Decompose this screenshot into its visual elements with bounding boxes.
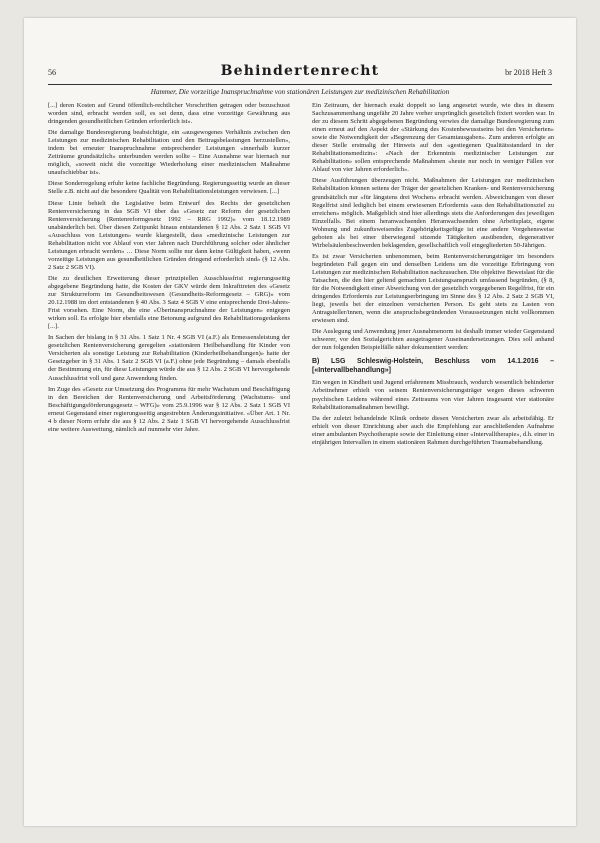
paragraph: Die zu deutlichen Erweiterung dieser prinzipiellen Ausschlussfrist regierungsseitig abgegebene Begründung hatte, die Kosten der GKV würde dem Inkrafttreten des «Gesetz zur Strukturreform im Gesundheitswesen (Gesundheits-Reformgesetz – GRG)» vom 20.12.1988 im dort entstandenen § 40 Abs. 3 Satz 4 SGB V eine entsprechende Drei-Jahres-Frist vorsehen. Eine Norm, die eine «Überinanspruchnahme der Leistungen» entgegen wirken soll. Es erfolgte hier ebenfalls eine Betonung aufgrund des Rehabilitationsgedankens [...]. bbox=[48, 274, 290, 331]
paragraph: Es ist zwar Versicherten unbenommen, beim Rentenversicherungsträger im besonders begründeten Fall gegen ein und denselben Leidens um die vorzeitige Erbringung von Leistungen zur medizinischen Rehabilitation nachzusuchen. Die objektive Beweislast für die Tatsachen, die den hier geltend gemachten Leistungsanspruch umfassend begründen, (§ 8, für die Notwendigkeit einer Abweichung von der gesetzlich vorgegebenen Regelfrist, für ein dringendes Erfordernis zur Leistungserbringung im Sinne des § 12 Abs. 2 Satz 2 SGB VI, liegt, jeweils bei der einzelnen versicherten Person. Es geht stets zu Lasten von Antragsteller/innen, wenn die anspruchsbegründenden Voraussetzungen nicht vollkommen erwiesen sind. bbox=[312, 252, 554, 325]
section-heading: B) LSG Schleswig-Holstein, Beschluss vom 14.1.2016 – [«Intervallbehandlung»] bbox=[312, 358, 554, 374]
paragraph: Die Auslegung und Anwendung jener Ausnahmenorm ist deshalb immer wieder Gegenstand schwerer, vor den Sozialgerichten ausgetragener Auseinandersetzungen. Dies soll anhand der nun folgenden Beispielfälle näher dokumentiert werden: bbox=[312, 328, 554, 352]
page-number: 56 bbox=[48, 68, 56, 77]
article-title: Hammer, Die vorzeitige Inanspruchnahme von stationären Leistungen zur medizinischen Rehabilitation bbox=[150, 88, 450, 96]
paragraph: Ein Zeitraum, der hiernach exakt doppelt so lang angesetzt wurde, wie dies in diesem Sachzusammenhang ungefähr 20 Jahre vorher ursprünglich gesetzlich fixiert worden war. In der zu diesem Schritt abgegebenen Begründung verwies die damalige Bundesregierung zum einen erneut auf den Aspekt der «Stärkung des Kostenbewusstseins bei den Versicherten» sowie die Notwendigkeit der «Begrenzung der Gesamtausgaben». Zum anderen erfolgte an dieser Stelle erstmalig der Hinweis auf den «gestiegenen Qualitätsstandard in der Rehabilitationsmedizin»: «Nach der Erkenntnis medizinischer Leistungen zur Rehabilitation» sollen entsprechende Maßnahmen «heute nur noch in weniger Fällen vor Ablauf von vier Jahren erforderlich». bbox=[312, 102, 554, 174]
issue-label: br 2018 Heft 3 bbox=[505, 68, 552, 77]
paragraph: Ein wegen in Kindheit und Jugend erfahrenem Missbrauch, wodurch wesentlich behinderter Arbeitnehmer erhielt von seinem Rentenversicherungsträger wegen dieses schweren psychischen Leidens während eines Zeitraums von vier Jahren insgesamt vier stationäre Rehabilitationsmaßnahmen bewilligt. bbox=[312, 379, 554, 411]
paragraph: Diese Linie behielt die Legislative beim Entwurf des Rechts der gesetzlichen Rentenversicherung in das SGB VI über das «Gesetz zur Reform der gesetzlichen Rentenversicherung (Rentenreformgesetz 1992 – RRG 1992)» vom 18.12.1989 unabänderlich bei. Über diesen Zeitpunkt hinaus entstandenen § 12 Abs. 2 Satz 1 SGB VI «Ausschluss von Leistungen» wurde klargestellt, dass «medizinische Leistungen zur Rehabilitation nicht vor Ablauf von vier Jahren nach Durchführung solcher oder ähnlicher Leistungen erbracht werden» … Diese Norm sollte nur dann keine Gültigkeit haben, «wenn vorzeitige Leistungen aus gesundheitlichen Gründen dringend erforderlich sind» (§ 12 Abs. 2 Satz 2 SGB VI). bbox=[48, 199, 290, 271]
paragraph: Da der zuletzt behandelnde Klinik ordnete diesen Versicherten zwar als arbeitsfähig. Er erhielt von dieser Einrichtung aber auch die Empfehlung zur anschließenden Aufnahme einer ambulanten Psychotherapie sowie der Einleitung einer «Intervalltherapie», d.h. einer in einjährigen Intervallen in einem stationären Rahmen durchgeführten Traumabehandlung. bbox=[312, 414, 554, 446]
left-column bbox=[48, 102, 290, 437]
right-column bbox=[312, 102, 554, 450]
paragraph: Diese Ausführungen überzeugen nicht. Maßnahmen der Leistungen zur medizinischen Rehabilitation können seitens der Träger der gesetzlichen Kranken- und Rentenversicherung grundsätzlich nur «für längstens drei Wochen» erbracht werden. Abweichungen von dieser Regelfrist sind lediglich bei einem erwiesenen Erfordernis «aus den Rehabilitationsziel zu erreichen» möglich. Maßgeblich sind hier allerdings stets die Anforderungen des jeweiligen Einzelfalls. Bei einem heranwachsenden Heranwachsenden ohne Arbeitsplatz, eigene Wohnung und zukunftsweisendes Zugehörigkeitsgefüge ist eine andere Vorgehensweise geboten als bei einer überwiegend sitzende Tätigkeiten ausübenden, degenerativer Wirbelsäulenbeschwerden beklagenden, gesellschaftlich voll eingegliederten 50-Jährigen. bbox=[312, 177, 554, 249]
paragraph: In Sachen der bislang in § 31 Abs. 1 Satz 1 Nr. 4 SGB VI (a.F.) als Ermessensleistung der gesetzlichen Rentenversicherung geregelten «stationären Heilbehandlung für Kinder von Versicherten als sonstige Leistung zur Rehabilitation (Kinderheilbehandlungen)» hatte der Gesetzgeber in § 31 Abs. 1 Satz 2 SGB VI (a.F.) ohne jede Begründung – damals ebenfalls der Bestimmung ein, für diese Leistungen würde die aus § 12 Abs. 2 SGB VI hervorgehende Ausschlussfrist voll und ganz Anwendung finden. bbox=[48, 334, 290, 382]
document-page bbox=[24, 18, 576, 826]
running-header bbox=[48, 63, 552, 85]
paragraph: Im Zuge des «Gesetz zur Umsetzung des Programms für mehr Wachstum und Beschäftigung in den Bereichen der Rentenversicherung und Arbeitsförderung (Wachstums- und Beschäftigungsförderungsgesetz – WFG)» vom 25.9.1996 war § 12 Abs. 2 Satz 1 SGB VI erneut Gegenstand einer regierungsseitig angestrebten Änderungsinitiative. «Über Art. 1 Nr. 4 b dieser Norm erfuhr die aus § 12 Abs. 2 Satz 1 SGB VI hervorgehende Ausschlussfrist eine weitere Ausweitung, nämlich auf nunmehr vier Jahre. bbox=[48, 385, 290, 433]
paragraph: Diese Sonderregelung erfuhr keine fachliche Begründung. Regierungsseitig wurde an dieser Stelle z.B. nicht auf die besondere Qualität von Rehabilitationsleistungen verwiesen. [...] bbox=[48, 180, 290, 196]
paragraph: [...] deren Kosten auf Grund öffentlich-rechtlicher Vorschriften getragen oder bezuschusst worden sind, erbracht werden soll, es sei denn, dass eine vorzeitige Gewährung aus dringenden gesundheitlichen Gründen erforderlich ist». bbox=[48, 102, 290, 126]
paragraph: Die damalige Bundesregierung beabsichtigte, ein «ausgewogenes Verhältnis zwischen den Leistungen zur medizinischen Rehabilitation und den Beitragsbelastungen herzustellen», indem bei erneuter Inanspruchnahme entsprechender Leistungen «innerhalb kurzer Zeiträume grundsätzlich» unterbunden werden sollte – Eine Ausnahme war hiernach nur möglich, «soweit nicht die vorzeitige Wiederholung einer medizinischen Maßnahme unaufschiebbar ist». bbox=[48, 129, 290, 177]
journal-title: Behindertenrecht bbox=[220, 63, 380, 79]
